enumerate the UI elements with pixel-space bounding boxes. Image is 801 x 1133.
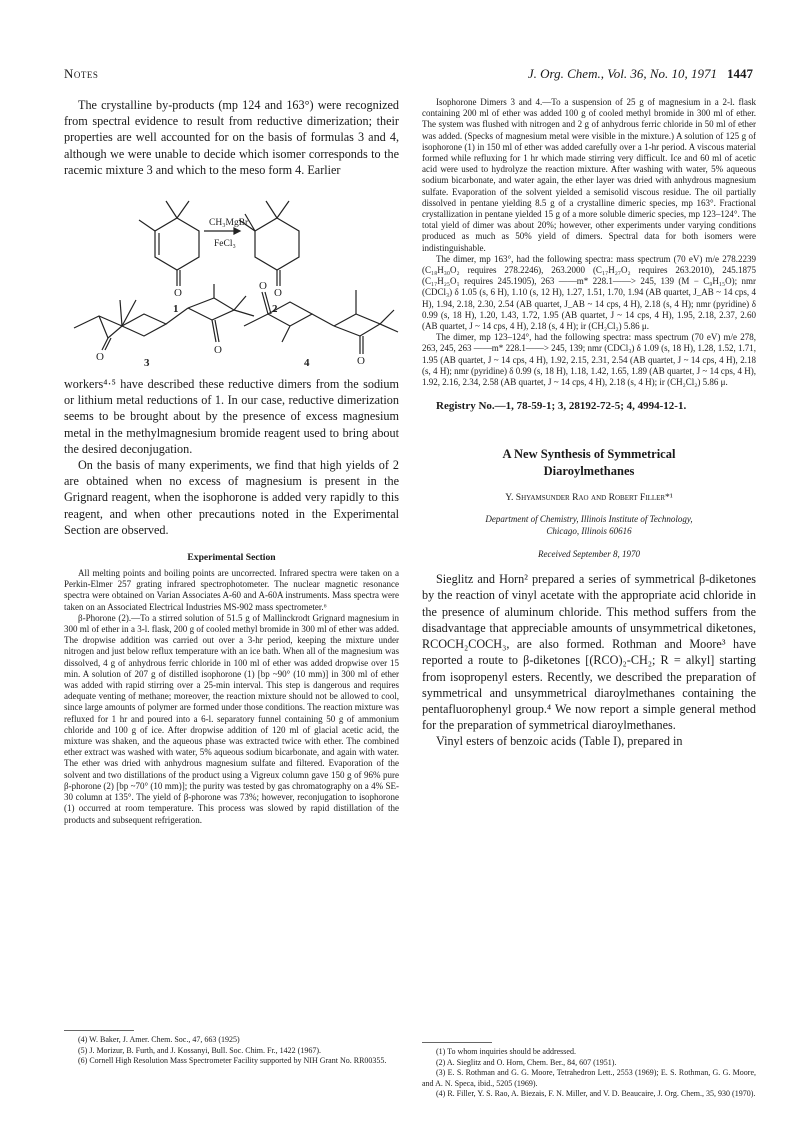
journal-citation: J. Org. Chem., Vol. 36, No. 10, 1971 xyxy=(527,66,717,81)
reagent-above: CH₃MgBr xyxy=(209,218,249,228)
right-footnotes xyxy=(422,1042,756,1100)
footnote-rule xyxy=(422,1042,492,1043)
compound-label: 1 xyxy=(173,303,179,315)
right-column xyxy=(422,97,756,750)
footnote-rule xyxy=(64,1030,134,1031)
article-title xyxy=(422,446,756,480)
structure-3 xyxy=(74,284,254,350)
beta-phorone-procedure: β-Phorone (2).—To a stirred solution of 51.5 g of Mallinckrodt Grignard magnesium in 300 ml of ether in a 3-l. flask, 200 g of cooled methyl bromide in 300 ml of ether was added. The dropwise addition was carried out over a 3-hr period, keeping the mixture under nitrogen and just below reflux temperature with an ice bath. When all of the magnesium was dissolved, 4 g of anhydrous ferric chloride in 100 ml of ether was added dropwise over 15 min. A solution of 207 g of distilled isophorone (1) [bp ~90° (10 mm)] in 300 ml of ether was added with rapid stirring over a 25-min interval. This step is dangerous and requires adequate venting of methane; moreover, the reaction mixture should not be allowed to cool, since large amounts of polymer are formed under those conditions. The reaction mixture was refluxed for 1 hr and poured into a 6-l. separatory funnel containing 50 g of ammonium chloride and 100 g of ice. After dropwise addition of 120 ml of glacial acetic acid, the mixture was shaken, and the aqueous phase was extracted twice with ether. The combined ether extract was washed with water, 5% aqueous sodium bicarbonate, and again with water. The ether was dried with anhydrous magnesium sulfate and filtered. Evaporation of the solvent and two distillations of the product using a Vigreux column gave 150 g of 96% pure β-phorone (2) [bp ~70° (10 mm)]; the purity was tested by gas chromatography on a 4% SE-30 column at 135°. The yield of β-phorone was 73%; however, reconjugation to isophorone (1) occurred at room temperature. This process was slowed by rapid distillation of the products and subsequent refrigeration. xyxy=(64,612,399,825)
running-head-left: Notes xyxy=(64,66,99,81)
left-column-lower xyxy=(64,376,399,826)
structure-1 xyxy=(139,201,199,286)
after-scheme-paragraph: workers⁴·⁵ have described these reductive dimers from the sodium or lithium metal reductions of 1. In our case, reductive dimerization seems to be brought about by the presence of excess magnesium metal in the methylmagnesium bromide reagent used to bring about the desired deconjugation. xyxy=(64,377,399,456)
structure-4 xyxy=(244,290,398,354)
dimer-163-spectra: The dimer, mp 163°, had the following spectra: mass spectrum (70 eV) m/e 278.2239 (C₁₈H₃₀O₂ requires 278.2246), 263.2000 (C₁₇H₂₇O₂ requires 263.2010), 245.1875 (C₁₇H₂₅O₁ requires 245.1905), 263 ——m* 228.1——> 245, 139 (M − C₉H₁₅O); nmr (CDCl₃) δ 1.05 (s, 6 H), 1.10 (s, 12 H), 1.27, 1.51, 1.70, 1.94 (AB quartet, J_AB ~ 14 cps, 4 H), 1.94, 2.18, 2.30, 2.54 (AB quartet, J_AB ~ 14 cps, 4 H), 2.18 (s, 4 H); nmr (pyridine) δ 0.99 (s, 18 H), 1.20, 1.43, 1.72, 1.95 (AB quartet, J ~ 14 cps, 4 H), 1.95, 2.18, 2.37, 2.60 (AB quartet, J ~ 14 cps, 4 H), 2.18 (s, 4 H); ir (CH₂Cl₂) 5.86 μ. xyxy=(422,253,756,332)
footnote: (3) E. S. Rothman and G. G. Moore, Tetrahedron Lett., 2553 (1969); E. S. Rothman, G. G. Moore, and A. N. Speca, ibid., 5205 (1969). xyxy=(422,1068,756,1088)
affiliation-line: Chicago, Illinois 60616 xyxy=(546,526,632,537)
article-body-paragraph: Vinyl esters of benzoic acids (Table I), prepared in xyxy=(436,734,683,749)
experimental-intro: All melting points and boiling points are uncorrected. Infrared spectra were taken on a Perkin-Elmer 257 grating infrared spectrophotometer. The nuclear magnetic resonance spectra were obtained on Varian Associates A-60 and A-60A instruments. Mass spectra were taken on an Associated Electrical Industries MS-902 mass spectrometer.⁶ xyxy=(64,568,399,612)
running-head-right xyxy=(528,66,753,82)
footnote: (5) J. Morizur, B. Furth, and J. Kossanyi, Bull. Soc. Chim. Fr., 1422 (1967). xyxy=(78,1045,322,1055)
basis-paragraph: On the basis of many experiments, we find that high yields of 2 are obtained when no excess of magnesium is present in the Grignard reagent, when the isophorone is added very rapidly to this reagent, and when other precautions noted in the Experimental Section are observed. xyxy=(64,458,399,537)
structure-2 xyxy=(239,201,299,286)
page-number: 1447 xyxy=(727,66,753,81)
intro-paragraph: The crystalline by-products (mp 124 and 163°) were recognized from spectral evidence to result from reductive dimerization; their properties are well accounted for on the basis of formulas 3 and 4, although we were unable to decide which isomer corresponds to the racemic mixture 3 and which to the meso form 4. Earlier xyxy=(64,98,399,177)
footnote: (4) W. Baker, J. Amer. Chem. Soc., 47, 663 (1925) xyxy=(78,1035,240,1044)
compound-label: 2 xyxy=(272,303,278,315)
article-title-line: A New Synthesis of Symmetrical xyxy=(502,447,676,462)
affiliation-line: Department of Chemistry, Illinois Institute of Technology, xyxy=(485,514,693,525)
received-date: Received September 8, 1970 xyxy=(538,549,640,560)
compound-label: 3 xyxy=(144,357,150,369)
atom-label-o: O xyxy=(214,344,222,356)
affiliation xyxy=(422,513,756,537)
article-title-line: Diaroylmethanes xyxy=(543,464,635,479)
compound-label: 4 xyxy=(304,357,310,369)
footnote: (4) R. Filler, Y. S. Rao, A. Biezais, F. N. Miller, and V. D. Beaucaire, J. Org. Chem., 35, 930 (1970). xyxy=(436,1089,756,1098)
footnote: (6) Cornell High Resolution Mass Spectrometer Facility supported by NIH Grant No. RR00355. xyxy=(78,1056,387,1065)
atom-label-o: O xyxy=(96,351,104,363)
experimental-heading: Experimental Section xyxy=(187,552,276,564)
footnote: (1) To whom inquiries should be addressed. xyxy=(436,1047,576,1056)
left-column xyxy=(64,97,399,178)
left-footnotes xyxy=(64,1030,399,1067)
isophorone-dimers-procedure: Isophorone Dimers 3 and 4.—To a suspension of 25 g of magnesium in a 2-l. flask containing 200 ml of ether was added 100 g of cooled methyl bromide in 300 ml of ether. The system was flushed with nitrogen and 2 g of anhydrous ferric chloride in 50 ml of ether was added. (Specks of magnesium metal were visible in the mixture.) A solution of 125 g of isophorone (1) in 150 ml of ether was added carefully over a 1-hr period. A viscous material formed while refluxing for 1 hr which made stirring very difficult. Ice and 60 ml of acetic acid were used to hydrolyze the reaction mixture. After washing with water, 5% aqueous sodium bicarbonate, and water again, the ether layer was dried with anhydrous magnesium sulfate. Evaporation of the solvent yielded a semisolid viscous residue. The oil partially dissolved in pentane yielding 8.5 g of a crystalline dimeric species, mp 163°. Fractional crystallization in pentane yielded 15 g of a more soluble dimeric species, mp 123–124°. The total yield of dimer was about 20%; however, other experiments under varying conditions produced as much as 50% yield of dimers. Spectral data for both isomers were indistinguishable. xyxy=(422,97,756,253)
footnote: (2) A. Sieglitz and O. Horn, Chem. Ber., 84, 607 (1951). xyxy=(436,1057,617,1067)
article-body-paragraph: Sieglitz and Horn² prepared a series of symmetrical β-diketones by the reaction of vinyl acetate with the appropriate acid chloride in the presence of aluminum chloride. This method suffers from the disadvantage that appreciable amounts of unsymmetrical diketones, RCOCH₂COCH₃, are also formed. Rothman and Moore³ have reported a route to β-diketones [(RCO)₂-CH₂; R = alkyl] starting from isopropenyl esters. Recently, we described the preparation of symmetrical and unsymmetrical diaroylmethanes containing the pentafluorophenyl group.⁴ We now report a simple general method for the preparation of symmetrical diaroylmethanes. xyxy=(422,572,756,733)
article-authors: Y. Shyamsunder Rao and Robert Filler*¹ xyxy=(505,492,673,504)
atom-label-o: O xyxy=(357,355,365,367)
dimer-123-spectra: The dimer, mp 123–124°, had the following spectra: mass spectrum (70 eV) m/e 278, 263, 245, 263 ——m* 228.1——> 245, 139; nmr (CDCl₃) δ 1.09 (s, 18 H), 1.28, 1.52, 1.71, 1.95 (AB quartet, J ~ 14 cps, 4 H), 1.92, 2.15, 2.31, 2.54 (AB quartet, J ~ 14 cps, 4 H), 2.18 (s, 4 H); nmr (pyridine) δ 0.99 (s, 18 H), 1.18, 1.42, 1.65, 1.89 (AB quartet, J ~ 14 cps, 4 H), 1.92, 2.16, 2.34, 2.58 (AB quartet, J ~ 14 cps, 4 H), 2.18 (s, 4 H); ir (CH₂Cl₂) 5.86 μ. xyxy=(422,332,756,388)
atom-label-o: O xyxy=(274,287,282,299)
atom-label-o: O xyxy=(174,287,182,299)
reagent-below: FeCl₃ xyxy=(214,239,236,249)
atom-label-o: O xyxy=(259,280,267,292)
registry-numbers: Registry No.—1, 78-59-1; 3, 28192-72-5; 4, 4994-12-1. xyxy=(436,400,687,413)
